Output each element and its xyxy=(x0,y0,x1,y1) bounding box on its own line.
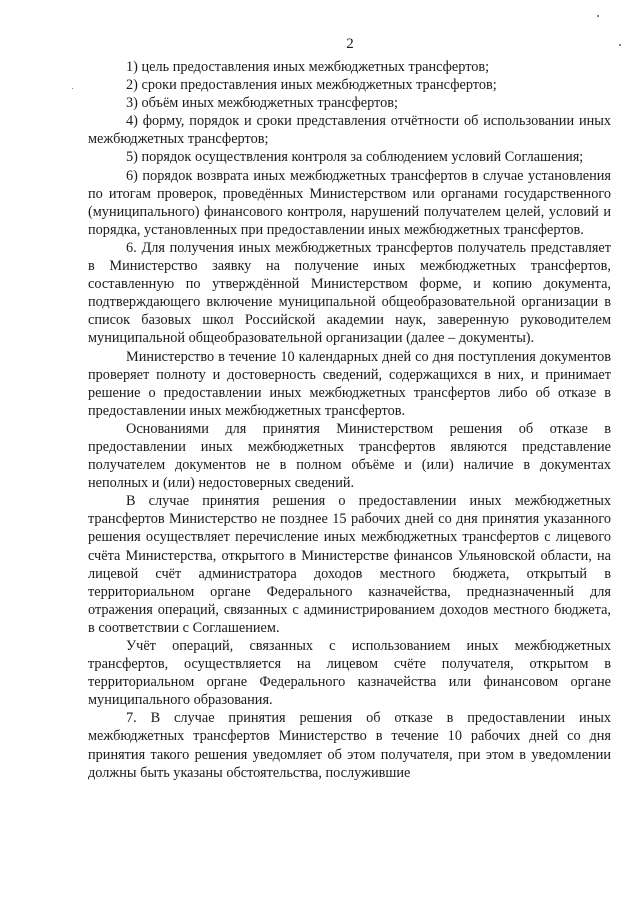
list-item-volume: 3) объём иных межбюджетных трансфертов; xyxy=(126,95,398,112)
scan-speck xyxy=(597,15,599,17)
page-number: 2 xyxy=(346,36,354,52)
scan-speck xyxy=(72,88,73,89)
list-item-return: 6) порядок возврата иных межбюджетных трансфертов в случае установления по итогам проверок, проведённых Министерством или органами государственного (муниципального) финансового контроля, нарушений получателем целей, условий и порядка, установленных при предоставлении иных межбюджетных трансфертов. xyxy=(88,167,611,238)
document-body xyxy=(88,58,611,782)
list-item-control: 5) порядок осуществления контроля за соблюдением условий Соглашения; xyxy=(126,149,584,166)
paragraph-refusal-grounds: Основаниями для принятия Министерством решения об отказе в предоставлении иных межбюджетных трансфертов являются представление получателем документов не в полном объёме и (или) наличие в документах неполных и (или) недостоверных сведений. xyxy=(88,420,611,492)
scan-speck xyxy=(619,44,621,46)
paragraph-review: Министерство в течение 10 календарных дней со дня поступления документов проверяет полноту и достоверность сведений, содержащихся в них, и принимает решение о предоставлении иных межбюджетных трансфертов либо об отказе в предоставлении иных межбюджетных трансфертов. xyxy=(88,348,611,419)
list-item-reporting: 4) форму, порядок и сроки представления отчётности об использовании иных межбюджетных трансфертов; xyxy=(88,113,611,148)
list-item-terms: 2) сроки предоставления иных межбюджетных трансфертов; xyxy=(126,77,497,94)
list-item-goal: 1) цель предоставления иных межбюджетных трансфертов; xyxy=(126,59,490,75)
paragraph-accounting: Учёт операций, связанных с использованием иных межбюджетных трансфертов, осуществляется на лицевом счёте получателя, открытом в территориальном органе Федерального казначейства или финансовом органе муниципального образования. xyxy=(88,638,611,709)
paragraph-refusal-notice: 7. В случае принятия решения об отказе в предоставлении иных межбюджетных трансфертов Министерство в течение 10 рабочих дней со дня принятия такого решения уведомляет об этом получателя, при этом в уведомлении должны быть указаны обстоятельства, послужившие xyxy=(88,710,611,781)
paragraph-transfer: В случае принятия решения о предоставлении иных межбюджетных трансфертов Министерство не позднее 15 рабочих дней со дня принятия указанного решения осуществляет перечисление иных межбюджетных трансфертов с лицевого счёта Министерства, открытого в Министерстве финансов Ульяновской области, на лицевой счёт администратора доходов местного бюджета, открытый в территориальном органе Федерального казначейства, предназначенный для отражения операций, связанных с администрированием доходов местного бюджета, в соответствии с Соглашением. xyxy=(88,493,611,636)
paragraph-application: 6. Для получения иных межбюджетных трансфертов получатель представляет в Министерство заявку на получение иных межбюджетных трансфертов, составленную по утверждённой Министерством форме, и копию документа, подтверждающего включение муниципальной общеобразовательной организации в список базовых школ Российской академии наук, заверенную руководителем муниципальной общеобразовательной организации (далее – документы). xyxy=(88,239,611,347)
